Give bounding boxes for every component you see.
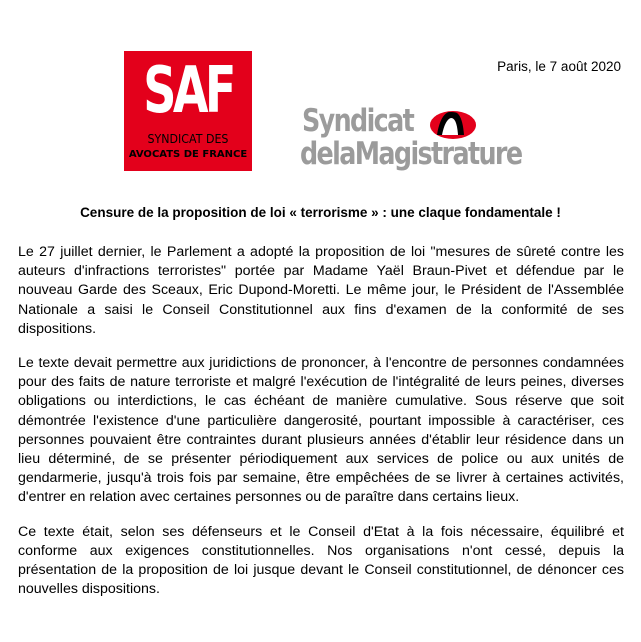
paragraph-3: Ce texte était, selon ses défenseurs et le Conseil d'Etat à la fois nécessaire, équilibré et conforme aux exigences constitutionnelles. Nos organisations n'ont cessé, depuis la présentation de la proposition de loi jusque devant le Conseil constitutionnel, de dénoncer ces nouvelles dispositions. bbox=[18, 523, 624, 598]
saf-logo-line2: AVOCATS DE FRANCE bbox=[128, 149, 248, 160]
paragraph-1: Le 27 juillet dernier, le Parlement a adopté la proposition de loi "mesures de sûreté contre les auteurs d'infractions terroristes" portée par Madame Yaël Braun-Pivet et défendue par le nouveau Garde des Sceaux, Eric Dupond-Moretti. Le même jour, le Président de l'Assemblée Nationale a saisi le Conseil Constitutionnel aux fins d'examen de la conformité de ses dispositions. bbox=[18, 244, 624, 337]
syndicat-magistrature-logo bbox=[300, 103, 522, 174]
sm-logo-word2b: Magistrature bbox=[354, 136, 522, 172]
document-body bbox=[18, 243, 624, 614]
saf-logo-line1: SYNDICAT DES bbox=[147, 132, 229, 146]
saf-logo bbox=[124, 51, 252, 171]
document-title: Censure de la proposition de loi « terrorisme » : une claque fondamentale ! bbox=[80, 205, 561, 220]
document-date: Paris, le 7 août 2020 bbox=[497, 59, 621, 74]
paragraph-2: Le texte devait permettre aux juridictions de prononcer, à l'encontre de personnes condamnées pour des faits de nature terroriste et malgré l'exécution de l'intégralité de leurs peines, diverses obligations ou interdictions, le cas échéant de manière cumulative. Sous réserve que soit démontrée l'existence d'une particulière dangerosité, pourtant impossible à caractériser, ces personnes pouvaient être contraintes durant plusieurs années d'établir leur résidence dans un lieu déterminé, de se présenter périodiquement aux services de police ou aux unités de gendarmerie, jusqu'à trois fois par semaine, être empêchées de se livrer à certaines activités, d'entrer en relation avec certaines personnes ou de paraître dans certains lieux. bbox=[18, 355, 624, 506]
sm-logo-word2 bbox=[300, 136, 521, 172]
saf-logo-acronym: SAF bbox=[143, 54, 233, 128]
sm-logo-word1: Syndicat bbox=[302, 103, 414, 139]
sm-logo-word2a: dela bbox=[300, 136, 355, 172]
